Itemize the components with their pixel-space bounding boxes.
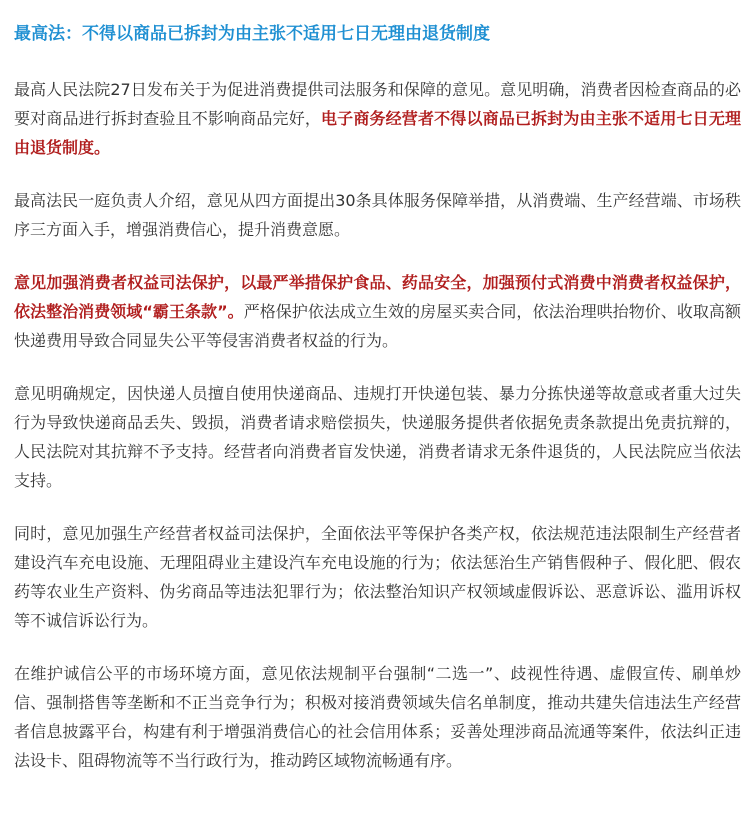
- paragraph-6: 在维护诚信公平的市场环境方面，意见依法规制平台强制“二选一”、歧视性待遇、虚假宣传、刷单炒信、强制搭售等垄断和不正当竞争行为；积极对接消费领域失信名单制度，推动共建失信违法生产经营者信息披露平台，构建有利于增强消费信心的社会信用体系；妥善处理涉商品流通等案件，依法纠正违法设卡、阻碍物流等不当行政行为，推动跨区域物流畅通有序。: [14, 664, 741, 770]
- article-headline: 最高法：不得以商品已拆封为由主张不适用七日无理由退货制度: [14, 24, 490, 44]
- paragraph-3: [14, 268, 741, 355]
- paragraph-4: 意见明确规定，因快递人员擅自使用快递商品、违规打开快递包装、暴力分拣快递等故意或者重大过失行为导致快递商品丢失、毁损，消费者请求赔偿损失，快递服务提供者依据免责条款提出免责抗辩的，人民法院对其抗辩不予支持。经营者向消费者盲发快递，消费者请求无条件退货的，人民法院应当依法支持。: [14, 384, 741, 490]
- paragraph-3-text: 严格保护依法成立生效的房屋买卖合同，依法治理哄抬物价、收取高额快递费用导致合同显失公平等侵害消费者权益的行为。: [14, 302, 741, 350]
- paragraph-1-text: 最高人民法院27日发布关于为促进消费提供司法服务和保障的意见。意见明确，消费者因检查商品的必要对商品进行拆封查验且不影响商品完好，: [14, 80, 741, 128]
- paragraph-1: [14, 75, 741, 162]
- paragraph-2: 最高法民一庭负责人介绍，意见从四方面提出30条具体服务保障举措，从消费端、生产经营端、市场秩序三方面入手，增强消费信心，提升消费意愿。: [14, 191, 741, 239]
- paragraph-5: 同时，意见加强生产经营者权益司法保护，全面依法平等保护各类产权，依法规范违法限制生产经营者建设汽车充电设施、无理阻碍业主建设汽车充电设施的行为；依法惩治生产销售假种子、假化肥、假农药等农业生产资料、伪劣商品等违法犯罪行为；依法整治知识产权领域虚假诉讼、恶意诉讼、滥用诉权等不诚信诉讼行为。: [14, 524, 741, 630]
- paragraph-1-highlight: 电子商务经营者不得以商品已拆封为由主张不适用七日无理由退货制度。: [14, 109, 741, 157]
- paragraph-3-highlight: 意见加强消费者权益司法保护，以最严举措保护食品、药品安全，加强预付式消费中消费者权益保护，依法整治消费领域“霸王条款”。: [14, 273, 741, 321]
